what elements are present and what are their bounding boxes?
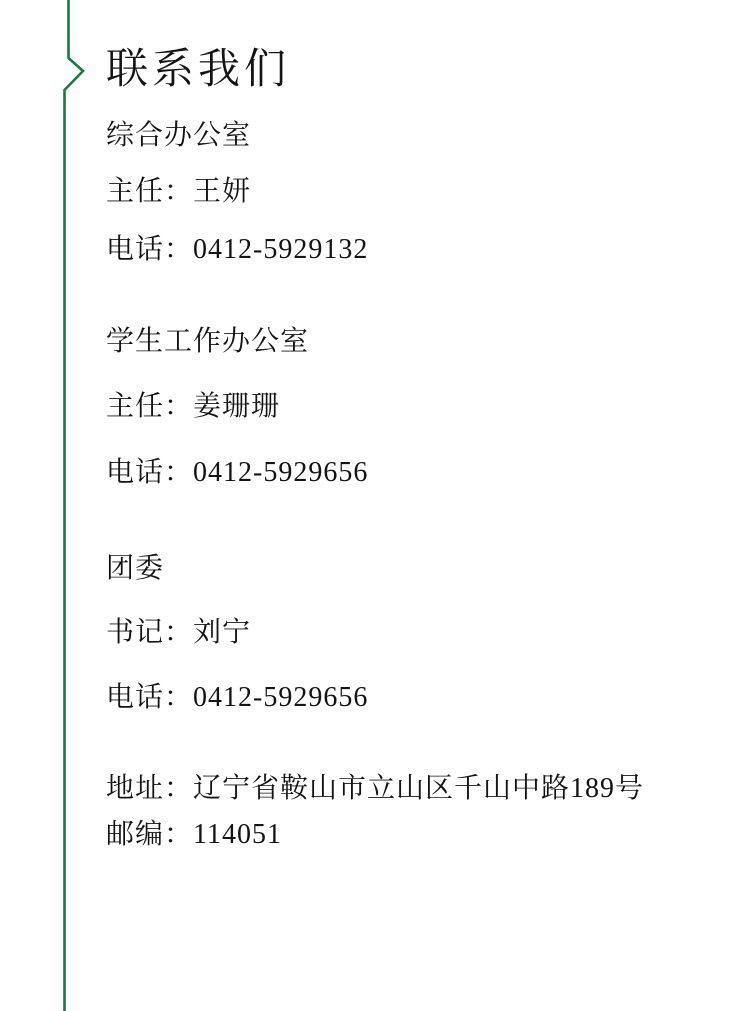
postal-code-line: 邮编：114051 [106,819,282,850]
accent-line-chevron-path [65,0,84,1011]
page-title: 联系我们 [106,47,291,93]
student-affairs-director-line: 主任：姜珊珊 [106,391,281,422]
youth-league-secretary-line: 书记：刘宁 [106,617,252,648]
student-affairs-phone-line: 电话：0412-5929656 [106,457,369,488]
section-title-student-affairs-office: 学生工作办公室 [106,326,310,357]
section-title-general-office: 综合办公室 [106,120,252,151]
left-accent-line [0,0,100,1011]
address-line: 地址：辽宁省鞍山市立山区千山中路189号 [106,773,645,804]
youth-league-phone-line: 电话：0412-5929656 [106,682,369,713]
general-office-director-line: 主任：王妍 [106,176,252,207]
section-title-youth-league: 团委 [106,553,165,584]
general-office-phone-line: 电话：0412-5929132 [106,234,369,265]
